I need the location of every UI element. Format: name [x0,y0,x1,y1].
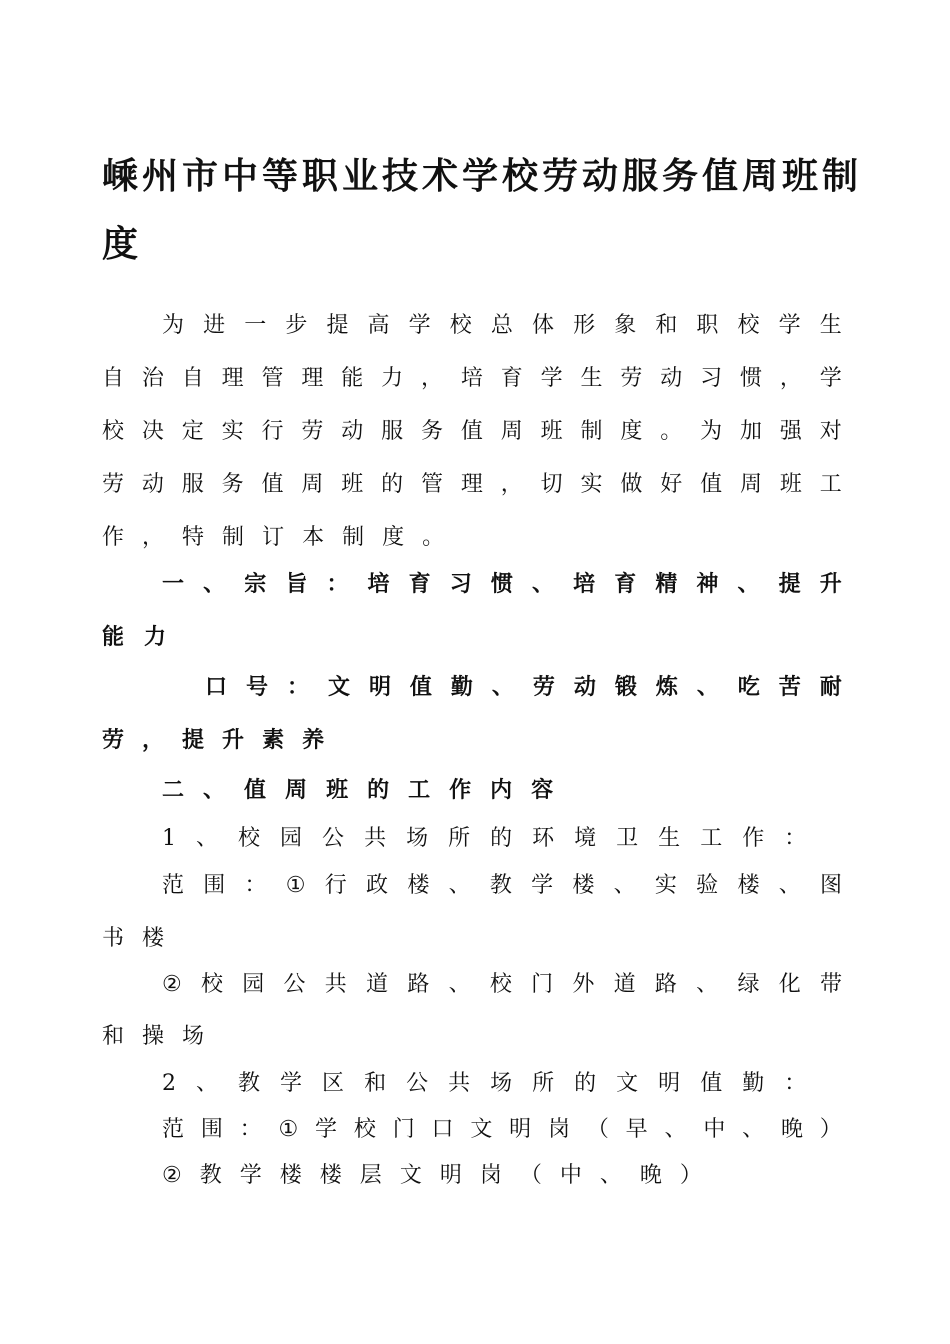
paragraph-line: 为 进 一 步 提 高 学 校 总 体 形 象 和 职 校 学 生 [162,313,842,338]
slogan-line: 口 号 ： 文 明 值 勤 、 劳 动 锻 炼 、 吃 苦 耐 [205,675,842,700]
list-item-range: 范 围 ： ① 学 校 门 口 文 明 岗 （ 早 、 中 、 晚 ） [162,1117,842,1142]
list-item-range: ② 校 园 公 共 道 路 、 校 门 外 道 路 、 绿 化 带 [162,972,842,997]
list-item: 2 、 教 学 区 和 公 共 场 所 的 文 明 值 勤 ： [162,1071,807,1096]
section-heading-2: 二 、 值 周 班 的 工 作 内 容 [162,778,554,803]
list-item-range: 范 围 ： ① 行 政 楼 、 教 学 楼 、 实 验 楼 、 图 [162,873,842,898]
paragraph-line: 作 ， 特 制 订 本 制 度 。 [102,525,445,550]
slogan-line-cont: 劳 ， 提 升 素 养 [102,728,325,753]
list-item-range: ② 教 学 楼 楼 层 文 明 岗 （ 中 、 晚 ） [162,1163,702,1188]
section-heading-1-cont: 能 力 [102,625,167,650]
section-heading-1: 一 、 宗 旨 ： 培 育 习 惯 、 培 育 精 神 、 提 升 [162,572,842,597]
list-item-range-cont: 书 楼 [102,926,165,951]
paragraph-line: 校 决 定 实 行 劳 动 服 务 值 周 班 制 度 。 为 加 强 对 [102,419,842,444]
list-item: 1 、 校 园 公 共 场 所 的 环 境 卫 生 工 作 ： [162,826,807,851]
document-title-line-2: 度 [102,224,143,265]
list-item-range-cont: 和 操 场 [102,1024,205,1049]
paragraph-line: 自 治 自 理 管 理 能 力 ， 培 育 学 生 劳 动 习 惯 ， 学 [102,366,842,391]
document-title-line-1: 嵊州市中等职业技术学校劳动服务值周班制 [102,156,863,197]
paragraph-line: 劳 动 服 务 值 周 班 的 管 理 ， 切 实 做 好 值 周 班 工 [102,472,842,497]
